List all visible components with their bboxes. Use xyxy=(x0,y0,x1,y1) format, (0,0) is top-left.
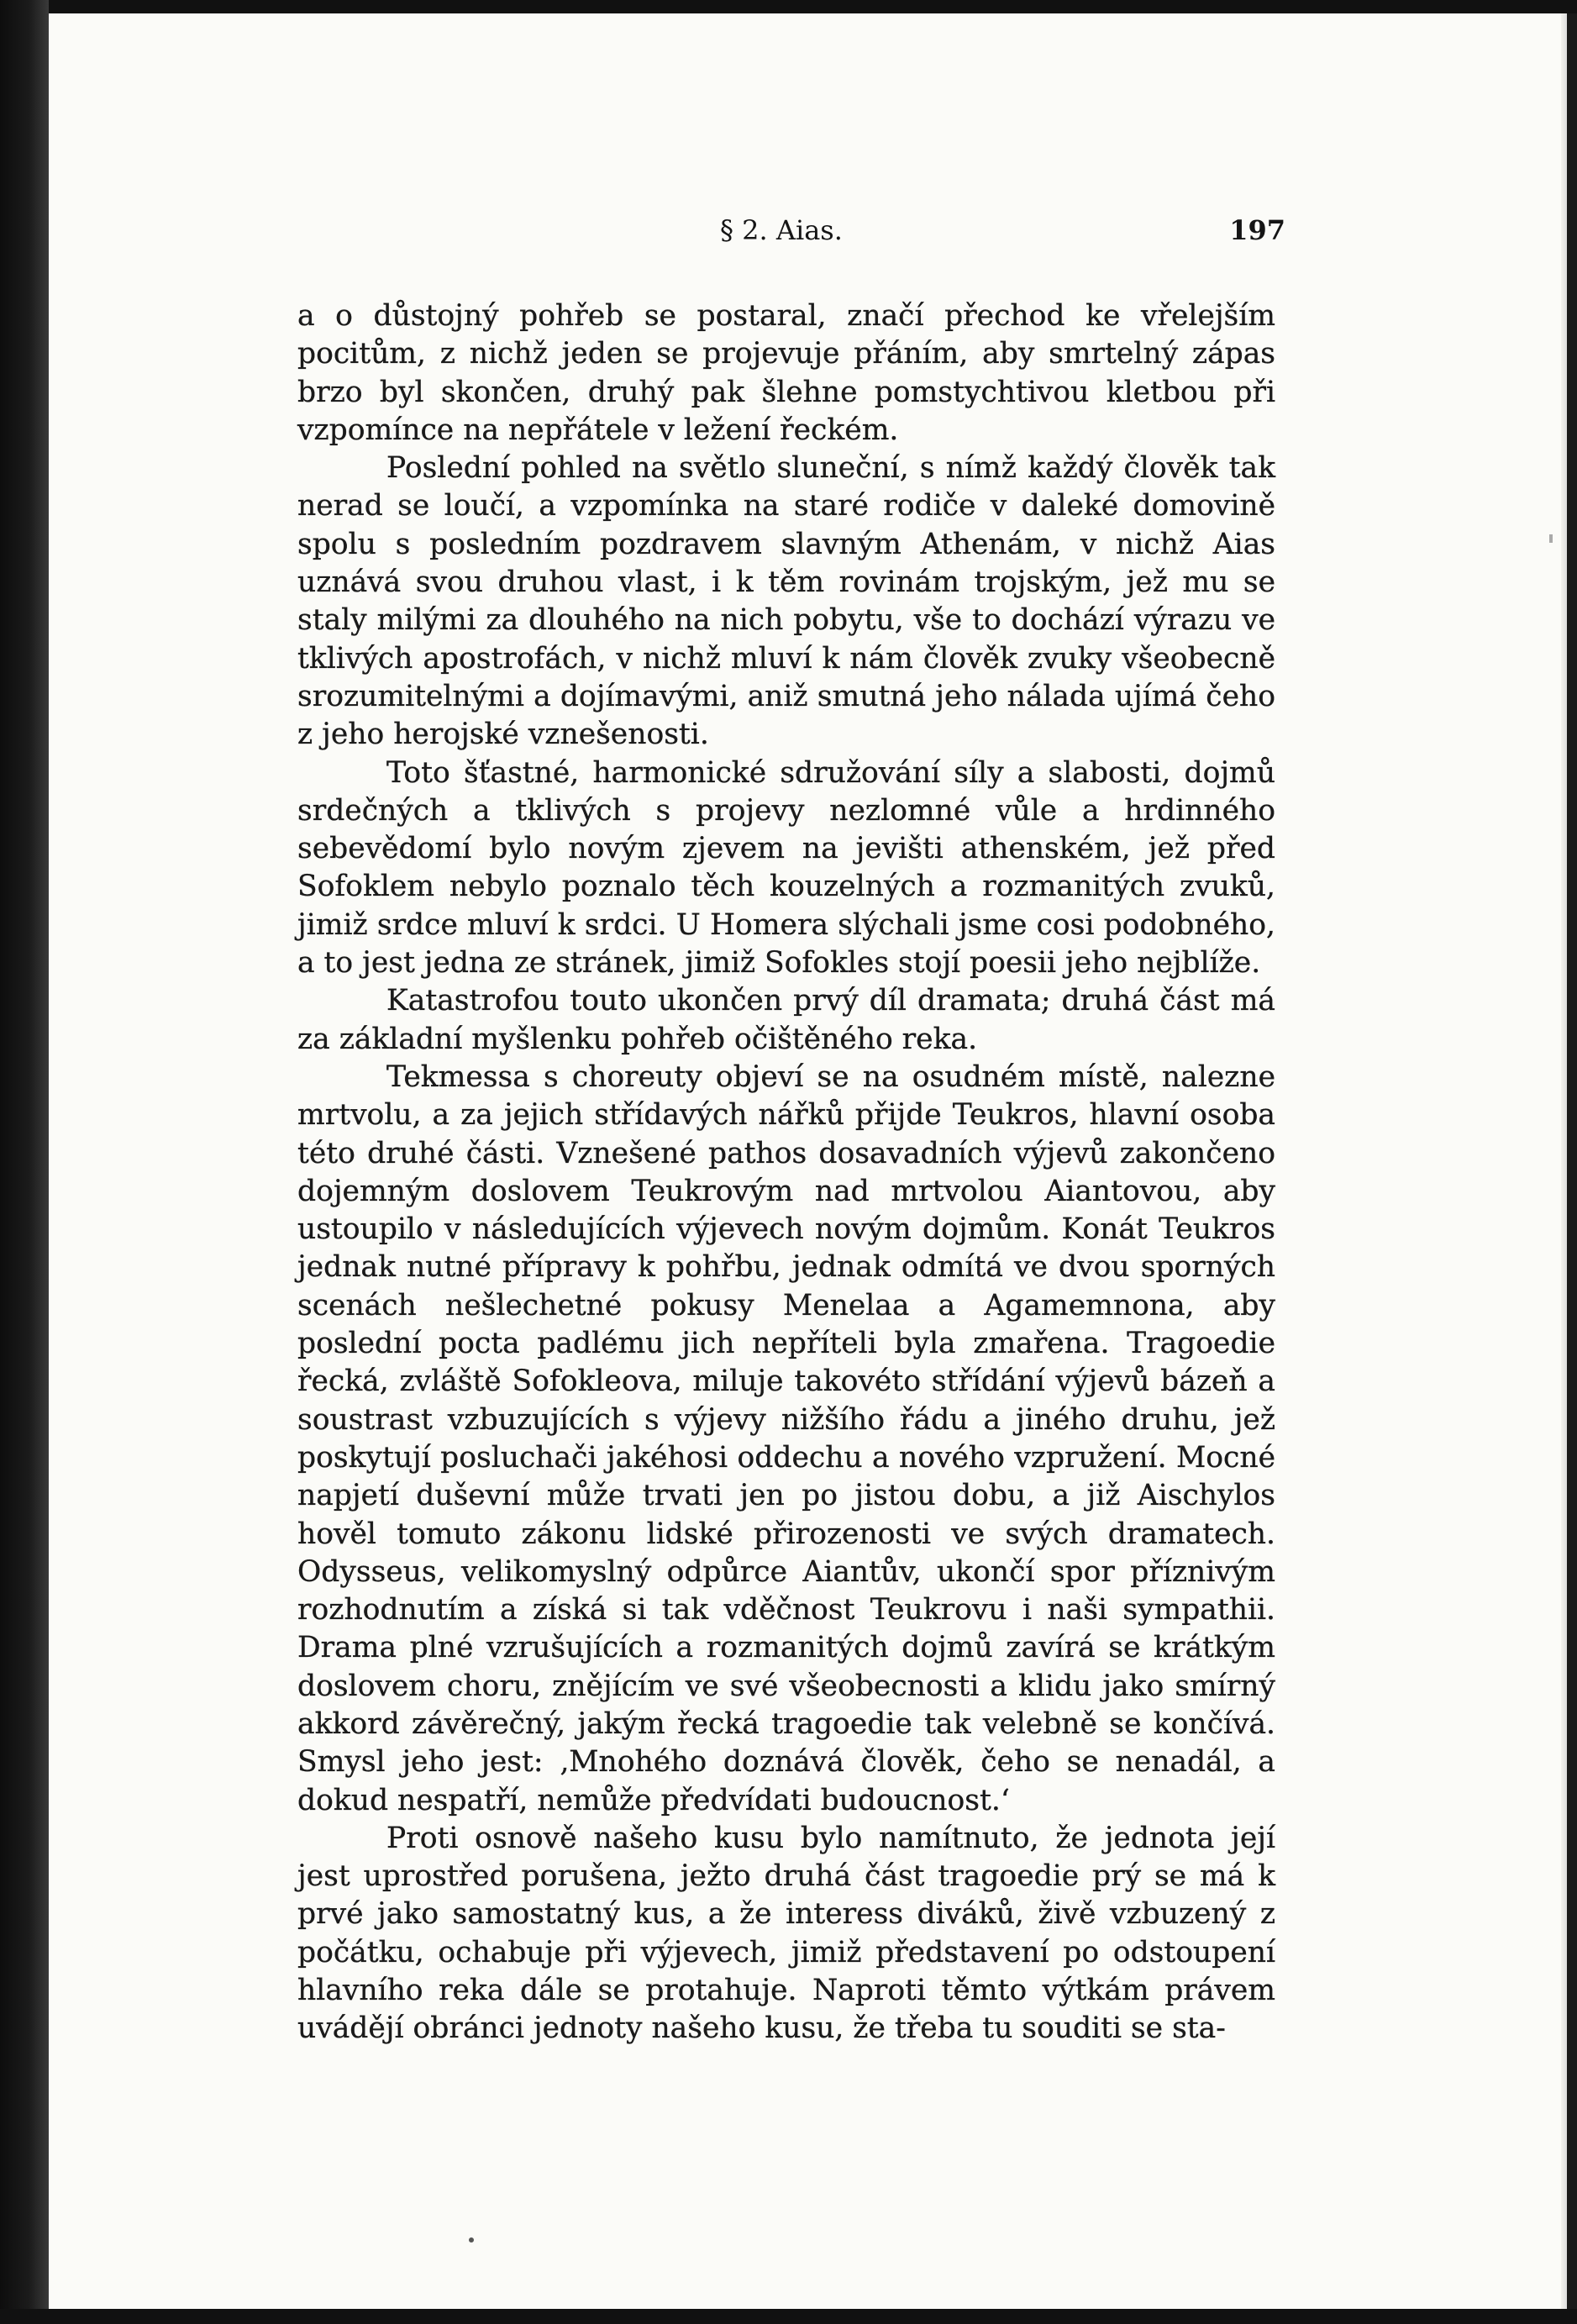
margin-speck xyxy=(1549,534,1553,543)
book-spine-shadow xyxy=(0,0,49,2324)
scan-bottom-border xyxy=(0,2309,1577,2324)
page-edge xyxy=(1561,13,1567,2309)
paragraph: Tekmessa s choreuty objeví se na osudném místě, nalezne mrtvolu, a za jejich střídavých nářků přijde Teukros, hlavní osoba této druhé části. Vznešené pathos dosavadních výjevů zakončeno dojemným doslovem Teukrovým nad mrtvolou Aiantovou, aby ustoupilo v následujících výjevech novým dojmům. Konát Teukros jednak nutné přípravy k pohřbu, jednak odmítá ve dvou sporných scenách nešlechetné pokusy Menelaa a Agamemnona, aby poslední pocta padlému jich nepříteli byla zmařena. Tragoedie řecká, zvláště Sofokleova, miluje takovéto střídání výjevů bázeň a soustrast vzbuzujících s výjevy nižšího řádu a jiného druhu, jež poskytují posluchači jakéhosi oddechu a nového vzpružení. Mocné napjetí duševní může trvati jen po jistou dobu, a již Aischylos hověl tomuto zákonu lidské přirozenosti ve svých dramatech. Odysseus, velikomyslný odpůrce Aiantův, ukončí spor příznivým rozhodnutím a získá si tak vděčnost Teukrovu i naši sympathii. Drama plné vzrušujících a rozmanitých dojmů zavírá se krátkým doslovem choru, znějícím ve své všeobecnosti a klidu jako smírný akkord závěrečný, jakým řecká tragoedie tak velebně se končívá. Smysl jeho jest: ‚Mnohého doznává člověk, čeho se nenadál, a dokud nespatří, nemůže předvídati budoucnost.‘ xyxy=(297,1059,1275,1817)
ink-dot xyxy=(469,2237,474,2243)
body-text xyxy=(297,297,1275,2048)
section-title: § 2. Aias. xyxy=(720,214,843,246)
paragraph: Toto šťastné, harmonické sdružování síly a slabosti, dojmů srdečných a tklivých s projevy nezlomné vůle a hrdinného sebevědomí bylo novým zjevem na jevišti athenském, jež před Sofoklem nebylo poznalo těch kouzelných a rozmanitých zvuků, jimiž srdce mluví k srdci. U Homera slýchali jsme cosi podobného, a to jest jedna ze stránek, jimiž Sofokles stojí poesii jeho nejblíže. xyxy=(297,755,1275,981)
running-header xyxy=(247,214,1285,255)
page-number: 197 xyxy=(1229,214,1285,246)
paragraph: Katastrofou touto ukončen prvý díl dramata; druhá část má za základní myšlenku pohřeb očištěného reka. xyxy=(297,984,1275,1056)
scan-top-border xyxy=(0,0,1577,13)
paragraph: Poslední pohled na světlo sluneční, s nímž každý člověk tak nerad se loučí, a vzpomínka na staré rodiče v daleké domovině spolu s posledním pozdravem slavným Athenám, v nichž Aias uznává svou druhou vlast, i k těm rovinám trojským, jež mu se staly milými za dlouhého na nich pobytu, vše to dochází výrazu ve tklivých apostrofách, v nichž mluví k nám člověk zvuky všeobecně srozumitelnými a dojímavými, aniž smutná jeho nálada ujímá čeho z jeho herojské vznešenosti. xyxy=(297,451,1275,752)
paragraph: a o důstojný pohřeb se postaral, značí přechod ke vřelejším pocitům, z nichž jeden se projevuje přáním, aby smrtelný zápas brzo byl skončen, druhý pak šlehne pomstychtivou kletbou při vzpomínce na nepřátele v ležení řeckém. xyxy=(297,299,1275,447)
paragraph: Proti osnově našeho kusu bylo namítnuto, že jednota její jest uprostřed porušena, ježto druhá část tragoedie prý se má k prvé jako samostatný kus, a že interess diváků, živě vzbuzený z počátku, ochabuje při výjevech, jimiž představení po odstoupení hlavního reka dále se protahuje. Naproti těmto výtkám právem uvádějí obránci jednoty našeho kusu, že třeba tu souditi se sta- xyxy=(297,1821,1275,2046)
